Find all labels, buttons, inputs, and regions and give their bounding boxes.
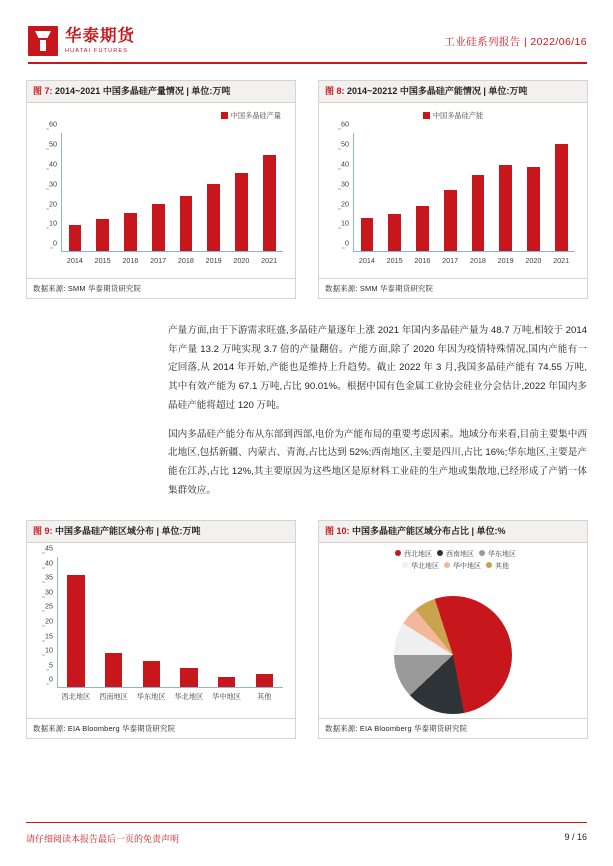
bar-cell — [89, 133, 117, 251]
bar-cell — [95, 557, 133, 687]
bar — [67, 575, 84, 688]
y-tick-label: 20 — [341, 199, 349, 208]
pie-legend-label: 其他 — [495, 563, 509, 571]
y-tick-mark — [338, 228, 341, 229]
figure-7-plot — [49, 119, 283, 266]
bar — [235, 173, 248, 251]
bar — [388, 214, 401, 251]
y-tick-mark — [46, 188, 49, 189]
legend-swatch-icon — [221, 112, 228, 119]
bar — [444, 190, 457, 251]
y-tick-mark — [42, 626, 45, 627]
x-axis — [353, 251, 575, 252]
y-tick-label: 10 — [49, 219, 57, 228]
report-series-label: 工业硅系列报告 | 2022/06/16 — [444, 36, 587, 48]
x-tick-label: 2015 — [94, 256, 111, 266]
y-tick-label: 20 — [49, 199, 57, 208]
figure-8-legend — [319, 111, 587, 121]
bar-cell — [228, 133, 256, 251]
x-tick-label: 2016 — [414, 256, 431, 266]
paragraph-2: 国内多晶硅产能分布从东部到西部,电价为产能布局的重要考虑因素。地域分布来看,目前主要集中西北地区,包括新疆、内蒙古、青海,占比达到 52%;西南地区,主要是四川,占比 16%;华东地区,主要是产能在江苏,占比 12%,其主要原因为这些地区是原材料工业硅的生产地或集散地,已经形成了产销一体集群效应。 — [168, 428, 587, 496]
page-header — [0, 0, 613, 72]
bar-cell — [492, 133, 520, 251]
y-tick-mark — [46, 208, 49, 209]
bar-cell — [353, 133, 381, 251]
bar — [69, 225, 82, 251]
figure-10-number: 图 10: — [325, 526, 350, 536]
y-tick-label: 30 — [341, 179, 349, 188]
y-tick-label: 40 — [341, 159, 349, 168]
bar — [180, 668, 197, 688]
pie-legend-row — [319, 549, 587, 561]
y-tick-mark — [338, 149, 341, 150]
y-tick-mark — [46, 669, 49, 670]
figure-9-chart — [27, 543, 295, 718]
y-tick-label: 35 — [45, 573, 53, 582]
bar — [143, 661, 160, 687]
x-axis — [57, 687, 283, 688]
y-tick-label: 10 — [341, 219, 349, 228]
pie-legend-label: 西南地区 — [446, 551, 474, 559]
y-tick-mark — [46, 228, 49, 229]
pie-chart — [394, 596, 512, 714]
bar-cell — [208, 557, 246, 687]
bar-cell — [436, 133, 464, 251]
figure-7-title — [27, 81, 295, 103]
x-tick-labels — [353, 256, 575, 265]
bar-cell — [200, 133, 228, 251]
bar — [527, 167, 540, 252]
bar — [361, 218, 374, 251]
y-tick-label: 5 — [49, 660, 53, 669]
body-text — [168, 322, 587, 510]
bar-cell — [464, 133, 492, 251]
x-tick-label: 2017 — [442, 256, 459, 266]
figure-10-caption: 中国多晶硅产能区域分布占比 | 单位:% — [349, 526, 506, 536]
legend-swatch-icon — [423, 112, 430, 119]
bar — [416, 206, 429, 251]
x-axis — [61, 251, 283, 252]
x-tick-label: 2015 — [386, 256, 403, 266]
figure-8-title — [319, 81, 587, 103]
bar-cell — [255, 133, 283, 251]
figure-7-number: 图 7: — [33, 86, 53, 96]
bar — [105, 653, 122, 688]
x-tick-label: 华中地区 — [212, 692, 241, 702]
x-tick-label: 2018 — [177, 256, 194, 266]
y-tick-label: 0 — [49, 675, 53, 684]
bar — [472, 175, 485, 252]
figure-8-caption: 2014~20212 中国多晶硅产能情况 | 单位:万吨 — [344, 86, 528, 96]
bar-cell — [547, 133, 575, 251]
x-tick-label: 2016 — [122, 256, 139, 266]
bar — [555, 144, 568, 251]
bar — [152, 204, 165, 252]
bar-group — [353, 133, 575, 251]
pie-legend-swatch-icon — [437, 550, 443, 556]
y-tick-label: 30 — [49, 179, 57, 188]
y-tick-label: 45 — [45, 544, 53, 553]
y-tick-label: 10 — [45, 646, 53, 655]
y-tick-label: 30 — [45, 587, 53, 596]
bar — [218, 677, 235, 687]
pie-legend-row — [319, 561, 587, 573]
bar-cell — [170, 557, 208, 687]
y-tick-label: 15 — [45, 631, 53, 640]
bar — [124, 213, 137, 251]
x-tick-label: 2021 — [261, 256, 278, 266]
bar-group — [57, 557, 283, 687]
bar — [180, 196, 193, 251]
y-tick-mark — [46, 129, 49, 130]
figure-7-legend — [27, 111, 295, 121]
legend-label: 中国多晶硅产能 — [432, 111, 484, 121]
figure-10-chart — [319, 543, 587, 718]
figure-8-chart — [319, 103, 587, 278]
x-tick-label: 2020 — [525, 256, 542, 266]
x-tick-label: 2018 — [469, 256, 486, 266]
figure-7-source: 数据来源: SMM 华泰期货研究院 — [27, 278, 295, 298]
y-tick-mark — [342, 248, 345, 249]
y-tick-mark — [42, 553, 45, 554]
y-tick-mark — [42, 582, 45, 583]
bar-cell — [117, 133, 145, 251]
pie-legend-swatch-icon — [395, 550, 401, 556]
x-tick-label: 2014 — [66, 256, 83, 266]
y-tick-label: 40 — [49, 159, 57, 168]
y-tick-label: 20 — [45, 617, 53, 626]
pie-legend-swatch-icon — [486, 562, 492, 568]
y-tick-mark — [42, 611, 45, 612]
bar-cell — [172, 133, 200, 251]
paragraph-1: 产量方面,由于下游需求旺盛,多晶硅产量逐年上涨 2021 年国内多晶硅产量为 48.7 万吨,相较于 2014 年产量 13.2 万吨实现 3.7 倍的产量翻倍。产能方面,除了 2020 年因为疫情特殊情况,国内产能有一定回落,从 2014 年开始,产能也是维持上升趋势。截止 2022 年 3 月,我国多晶硅产能有 74.55 万吨,其中有效产能为 67.1 万吨,占比 90.01%。根据中国有色金属工业协会硅业分会估计,2022 年国内多晶硅产能将超过 120 万吨。 — [168, 325, 587, 411]
y-tick-label: 50 — [341, 140, 349, 149]
y-tick-label: 60 — [49, 120, 57, 129]
figure-9-source: 数据来源: EIA Bloomberg 华泰期货研究院 — [27, 718, 295, 738]
figure-10-panel — [318, 520, 588, 739]
x-tick-label: 其他 — [257, 692, 272, 702]
figure-9-caption: 中国多晶硅产能区域分布 | 单位:万吨 — [52, 526, 201, 536]
y-tick-label: 50 — [49, 140, 57, 149]
y-tick-mark — [46, 168, 49, 169]
x-tick-label: 2017 — [150, 256, 167, 266]
pie-area — [319, 597, 587, 712]
figure-8-number: 图 8: — [325, 86, 345, 96]
x-tick-label: 2014 — [358, 256, 375, 266]
page-number: 9 / 16 — [564, 832, 587, 842]
brand-name-en: HUATAI FUTURES — [65, 47, 129, 54]
figure-10-source: 数据来源: EIA Bloomberg 华泰期货研究院 — [319, 718, 587, 738]
figure-9-panel — [26, 520, 296, 739]
bar-group — [61, 133, 283, 251]
figure-8-source: 数据来源: SMM 华泰期货研究院 — [319, 278, 587, 298]
figure-8-panel — [318, 80, 588, 299]
disclaimer-text: 请仔细阅读本报告最后一页的免责声明 — [26, 834, 180, 844]
pie-legend-label: 西北地区 — [404, 551, 432, 559]
x-tick-label: 2020 — [233, 256, 250, 266]
bar-cell — [381, 133, 409, 251]
figure-7-panel — [26, 80, 296, 299]
y-tick-label: 25 — [45, 602, 53, 611]
brand-logo — [28, 26, 135, 56]
bar — [263, 155, 276, 251]
bar — [96, 219, 109, 251]
figure-7-caption: 2014~2021 中国多晶硅产量情况 | 单位:万吨 — [52, 86, 231, 96]
y-tick-mark — [338, 168, 341, 169]
bar-cell — [132, 557, 170, 687]
y-tick-label: 60 — [341, 120, 349, 129]
y-tick-mark — [46, 684, 49, 685]
pie-legend — [319, 549, 587, 573]
bar — [207, 184, 220, 251]
footer-divider — [26, 822, 587, 823]
y-tick-label: 0 — [345, 239, 349, 248]
pie-legend-swatch-icon — [444, 562, 450, 568]
figure-8-plot — [341, 119, 575, 266]
pie-legend-label: 华中地区 — [453, 563, 481, 571]
bar-cell — [520, 133, 548, 251]
figure-9-title — [27, 521, 295, 543]
bar-cell — [61, 133, 89, 251]
figure-7-chart — [27, 103, 295, 278]
page-footer — [0, 822, 613, 866]
y-tick-mark — [50, 248, 53, 249]
y-tick-label: 0 — [53, 239, 57, 248]
figure-9-plot — [45, 543, 283, 702]
legend-label: 中国多晶硅产量 — [230, 111, 281, 121]
figure-10-title — [319, 521, 587, 543]
y-tick-mark — [42, 596, 45, 597]
bar-cell — [57, 557, 95, 687]
y-tick-mark — [338, 129, 341, 130]
x-tick-label: 2019 — [205, 256, 222, 266]
y-tick-mark — [46, 149, 49, 150]
x-tick-labels — [57, 692, 283, 702]
x-tick-labels — [61, 256, 283, 265]
x-tick-label: 华东地区 — [136, 692, 166, 702]
y-tick-mark — [42, 567, 45, 568]
bar-cell — [144, 133, 172, 251]
x-tick-label: 华北地区 — [174, 692, 204, 702]
bar-cell — [245, 557, 283, 687]
pie-legend-label: 华东地区 — [488, 551, 516, 559]
logo-mark-icon — [28, 26, 58, 56]
y-tick-mark — [42, 655, 45, 656]
x-tick-label: 2019 — [497, 256, 514, 266]
pie-legend-swatch-icon — [402, 562, 408, 568]
header-divider — [28, 62, 587, 64]
x-tick-label: 2021 — [553, 256, 570, 266]
y-tick-mark — [42, 640, 45, 641]
y-tick-mark — [338, 188, 341, 189]
pie-legend-swatch-icon — [479, 550, 485, 556]
y-tick-mark — [338, 208, 341, 209]
x-tick-label: 西南地区 — [99, 692, 128, 702]
brand-name-cn: 华泰期货 — [65, 27, 135, 46]
x-tick-label: 西北地区 — [61, 692, 91, 702]
pie-legend-label: 华北地区 — [411, 563, 439, 571]
bar — [499, 165, 512, 252]
figure-9-number: 图 9: — [33, 526, 53, 536]
y-tick-label: 40 — [45, 558, 53, 567]
bar-cell — [409, 133, 437, 251]
bar — [256, 674, 273, 687]
